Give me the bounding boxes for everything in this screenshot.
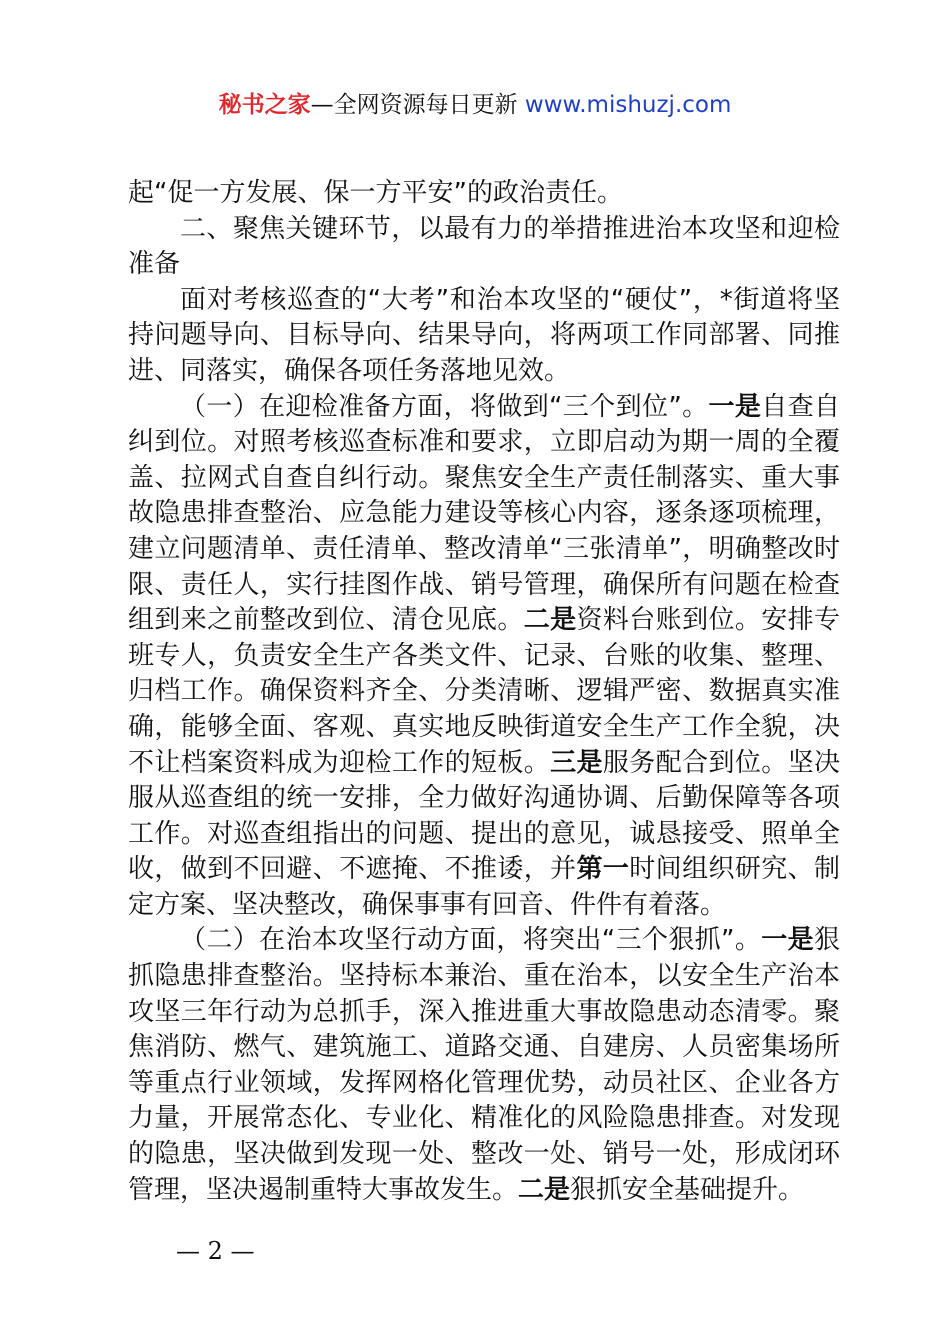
site-header xyxy=(0,88,950,122)
bold-marker: 三是 xyxy=(550,747,603,778)
paragraph-root-cause-action xyxy=(128,923,840,1208)
paragraph-continuation: 起“促一方发展、保一方平安”的政治责任。 xyxy=(128,178,623,208)
bold-marker: 一是 xyxy=(761,925,814,956)
page-number: — 2 — xyxy=(176,1237,255,1265)
text-segment: 狠抓安全基础提升。 xyxy=(570,1174,805,1205)
text-segment: 服务配合到位。坚决服从巡查组的统一安排，全力做好沟通协调、后勤保障等各项工作。对巡查组指出的问题、提出的意见，诚恳接受、照单全收，做到不回避、不遮掩、不推诿，并 xyxy=(128,747,840,885)
subheading-two: （二）在治本攻坚行动方面，将突出“三个狠抓”。 xyxy=(180,925,762,956)
brand-name: 秘书之家 xyxy=(218,92,311,118)
header-tagline: —全网资源每日更新 xyxy=(310,92,525,118)
bold-marker: 二是 xyxy=(523,605,577,636)
bold-marker: 二是 xyxy=(518,1174,571,1205)
text-segment: 自查自纠到位。对照考核巡查标准和要求，立即启动为期一周的全覆盖、拉网式自查自纠行动。聚焦安全生产责任制落实、重大事故隐患排查整治、应急能力建设等核心内容，逐条逐项梳理，建立问题清单、责任清单、整改清单“三张清单”，明确整改时限、责任人，实行挂图作战、销号管理，确保所有问题在检查组到来之前整改到位、清仓见底。 xyxy=(128,391,840,636)
bold-marker: 一是 xyxy=(708,391,762,422)
document-body xyxy=(128,176,840,1208)
paragraph-intro: 面对考核巡查的“大考”和治本攻坚的“硬仗”，*街道将坚持问题导向、目标导向、结果导向，将两项工作同部署、同推进、同落实，确保各项任务落地见效。 xyxy=(128,284,840,386)
subheading-one: （一）在迎检准备方面，将做到“三个到位”。 xyxy=(180,391,709,422)
section-heading-two: 二、聚焦关键环节，以最有力的举措推进治本攻坚和迎检准备 xyxy=(128,213,840,280)
text-segment: 时间组织研究、制定方案、坚决整改，确保事事有回音、件件有着落。 xyxy=(128,854,840,920)
paragraph-inspection-prep xyxy=(128,390,840,924)
text-segment: 资料台账到位。安排专班专人，负责安全生产各类文件、记录、台账的收集、整理、归档工作。确保资料齐全、分类清晰、逻辑严密、数据真实准确，能够全面、客观、真实地反映街道安全生产工作全貌，决不让档案资料成为迎检工作的短板。 xyxy=(128,605,840,778)
header-url-link[interactable]: www.mishuzj.com xyxy=(524,92,732,118)
bold-marker: 第一 xyxy=(576,854,630,885)
text-segment: 狠抓隐患排查整治。坚持标本兼治、重在治本，以安全生产治本攻坚三年行动为总抓手，深入推进重大事故隐患动态清零。聚焦消防、燃气、建筑施工、道路交通、自建房、人员密集场所等重点行业领域，发挥网格化管理优势，动员社区、企业各方力量，开展常态化、专业化、精准化的风险隐患排查。对发现的隐患，坚决做到发现一处、整改一处、销号一处，形成闭环管理，坚决遏制重特大事故发生。 xyxy=(128,925,840,1205)
